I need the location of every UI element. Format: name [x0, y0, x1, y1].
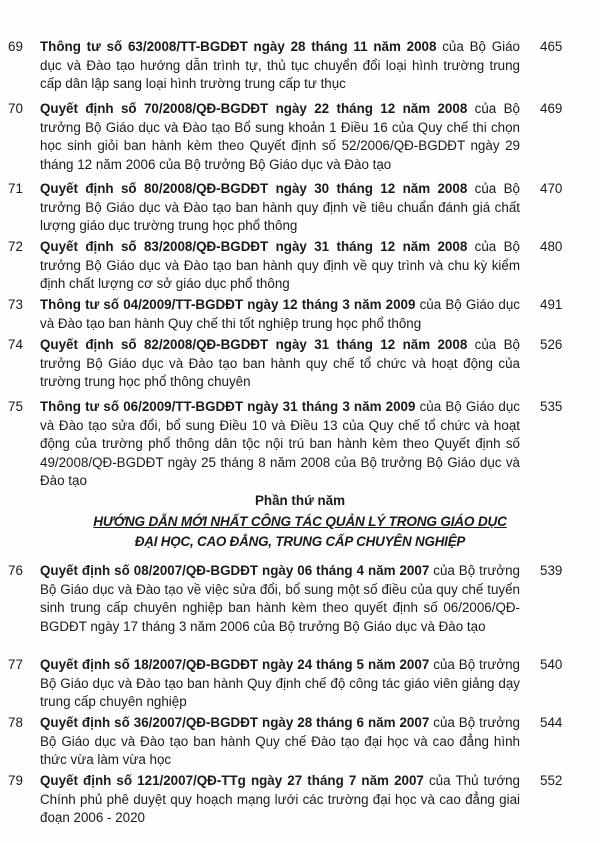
entry-number: 73	[8, 297, 23, 312]
entry-page-number: 470	[540, 181, 563, 196]
entry-description: của Bộ Giáo dục và Đào tạo ban hành Quy chế thi tốt nghiệp trung học phổ thông	[40, 297, 520, 331]
entry-text	[40, 180, 520, 236]
entry-title: Quyết định số 82/2008/QĐ-BGDĐT ngày 31 tháng 12 năm 2008	[40, 337, 468, 352]
entry-title: Quyết định số 18/2007/QĐ-BGDĐT ngày 24 tháng 5 năm 2007	[40, 657, 430, 672]
entry-title: Quyết định số 121/2007/QĐ-TTg ngày 27 tháng 7 năm 2007	[40, 773, 424, 788]
section-title: HƯỚNG DẪN MỚI NHẤT CÔNG TÁC QUẢN LÝ TRONG GIÁO DỤC	[93, 513, 507, 529]
entry-number: 74	[8, 337, 23, 352]
entry-description: của Bộ trưởng Bộ Giáo dục và Đào tạo ban hành quy định về tiêu chuẩn đánh giá chất lượng giáo dục trường trung học phổ thông	[40, 181, 520, 234]
entry-number: 71	[8, 181, 23, 196]
entry-page-number: 526	[540, 337, 563, 352]
entry-page-number: 469	[540, 101, 563, 116]
entry-number: 78	[8, 715, 23, 730]
entry-title: Quyết định số 70/2008/QĐ-BGDĐT ngày 22 tháng 12 năm 2008	[40, 101, 468, 116]
entry-title: Thông tư số 63/2008/TT-BGDĐT ngày 28 tháng 11 năm 2008	[40, 39, 437, 54]
entry-text	[40, 562, 520, 636]
entry-page-number: 544	[540, 715, 563, 730]
entry-description: của Bộ Giáo dục và Đào tạo hướng dẫn trình tự, thủ tục chuyển đổi loại hình trường trung cấp dân lập sang loại hình trường trung cấp tư thục	[40, 39, 521, 92]
section-header	[0, 492, 600, 552]
entry-description: của Bộ Giáo dục và Đào tạo sửa đổi, bổ sung Điều 10 và Điều 13 của Quy chế tổ chức và hoạt động của trường phổ thông dân tộc nội trú ban hành kèm theo Quyết định số 49/2008/QĐ-BGDĐT ngày 25 tháng 8 năm 2008 của Bộ trưởng Bộ Giáo dục và Đào tạo	[40, 399, 520, 489]
entry-description: của Bộ trưởng Bộ Giáo dục và Đào tạo ban hành Quy chế Đào tạo đại học và cao đẳng hình thức vừa làm vừa học	[40, 715, 520, 768]
entry-description: của Bộ trưởng Bộ Giáo dục và Đào tạo Bổ sung khoản 1 Điều 16 của Quy chế thi chọn học sinh giỏi ban hành kèm theo Quyết định số 52/2006/QĐ-BGDĐT ngày 29 tháng 12 năm 2006 của Bộ trưởng Bộ Giáo dục và Đào tạo	[40, 101, 520, 172]
entry-number: 79	[8, 773, 23, 788]
entry-page-number: 480	[540, 239, 563, 254]
entry-title: Quyết định số 36/2007/QĐ-BGDĐT ngày 28 tháng 6 năm 2007	[40, 715, 430, 730]
entry-page-number: 491	[540, 297, 563, 312]
section-part-label: Phần thứ năm	[254, 493, 346, 508]
section-subtitle: ĐẠI HỌC, CAO ĐẲNG, TRUNG CẤP CHUYÊN NGHIỆP	[134, 534, 466, 550]
entry-number: 69	[8, 39, 23, 54]
entry-title: Quyết định số 80/2008/QĐ-BGDĐT ngày 30 tháng 12 năm 2008	[40, 181, 468, 196]
entry-number: 75	[8, 399, 23, 414]
entry-text	[40, 772, 520, 828]
entry-text	[40, 398, 520, 491]
entry-page-number: 540	[540, 657, 563, 672]
entry-page-number: 539	[540, 563, 563, 578]
entry-text	[40, 714, 520, 770]
entry-number: 77	[8, 657, 23, 672]
entry-description: của Bộ trưởng Bộ Giáo dục và Đào tạo ban hành quy chế tổ chức và hoạt động của trường trung học phổ thông chuyên	[40, 337, 520, 390]
entry-text	[40, 656, 520, 712]
entry-text	[40, 100, 520, 174]
entry-title: Thông tư số 06/2009/TT-BGDĐT ngày 31 tháng 3 năm 2009	[40, 399, 416, 414]
entry-title: Thông tư số 04/2009/TT-BGDĐT ngày 12 tháng 3 năm 2009	[40, 297, 416, 312]
entry-page-number: 535	[540, 399, 563, 414]
entry-description: của Bộ trưởng Bộ Giáo dục và Đào tạo về việc sửa đổi, bổ sung một số điều của quy chế tuyển sinh trung cấp chuyên nghiệp ban hành kèm theo quyết định số 06/2006/QĐ-BGDĐT ngày 17 tháng 3 năm 2006 của Bộ trưởng Bộ Giáo dục và Đào tạo	[40, 563, 520, 634]
entry-number: 72	[8, 239, 23, 254]
entry-text	[40, 238, 520, 294]
entry-description: của Bộ trưởng Bộ Giáo dục và Đào tạo ban hành Quy định chế độ công tác giáo viên giảng dạy trung cấp chuyên nghiệp	[40, 657, 520, 710]
entry-description: của Bộ trưởng Bộ Giáo dục và Đào tạo ban hành quy định về quy trình và chu kỳ kiểm định chất lượng cơ sở giáo dục phổ thông	[40, 239, 520, 292]
entry-page-number: 552	[540, 773, 563, 788]
entry-text	[40, 38, 520, 94]
entry-description: của Thủ tướng Chính phủ phê duyệt quy hoạch mạng lưới các trường đại học và cao đẳng giai đoạn 2006 - 2020	[40, 773, 520, 826]
entry-title: Quyết định số 83/2008/QĐ-BGDĐT ngày 31 tháng 12 năm 2008	[40, 239, 468, 254]
entry-number: 76	[8, 563, 23, 578]
entry-title: Quyết định số 08/2007/QĐ-BGDĐT ngày 06 tháng 4 năm 2007	[40, 563, 430, 578]
entry-text	[40, 296, 520, 333]
entry-number: 70	[8, 101, 23, 116]
entry-page-number: 465	[540, 39, 563, 54]
entry-text	[40, 336, 520, 392]
